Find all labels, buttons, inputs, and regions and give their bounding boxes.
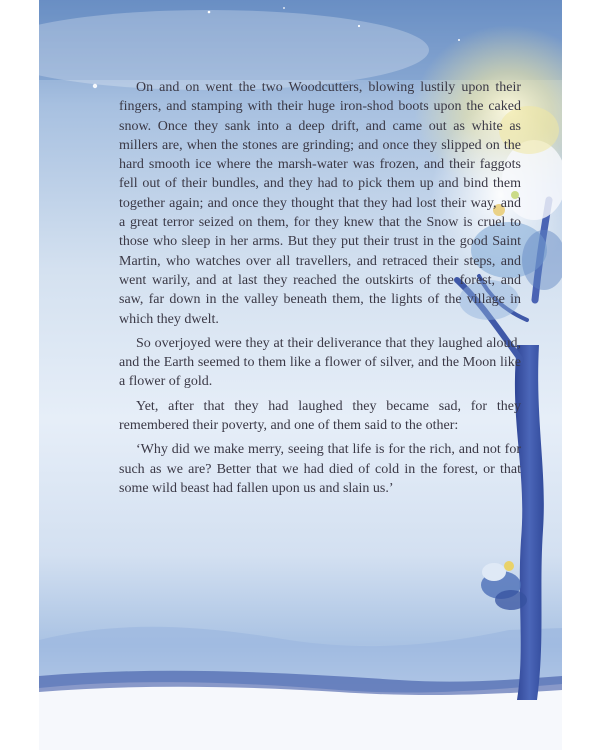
paragraph: On and on went the two Woodcutters, blowing lustily upon their fingers, and stamping with their huge iron-shod boots upon the caked snow. Once they sank into a deep drift, and came out as white as millers are, when the stones are grinding; and once they slipped on the hard smooth ice where the marsh-water was frozen, and their faggots fell out of their bundles, and they had to pick them up and bind them together again; and once they thought that they had lost their way, and a great terror seized on them, for they knew that the Snow is cruel to those who sleep in her arms. But they put their trust in the good Saint Martin, who watches over all travellers, and retraced their steps, and went warily, and at last they reached the outskirts of the forest, and saw, far down in the valley beneath them, the lights of the village in which they dwelt. [119,80,521,327]
story-text [119,78,521,498]
book-page [39,0,562,750]
paragraph: So overjoyed were they at their deliverance that they laughed aloud, and the Earth seemed to them like a flower of silver, and the Moon like a flower of gold. [119,335,521,390]
paragraph: ‘Why did we make merry, seeing that life is for the rich, and not for such as we are? Better that we had died of cold in the forest, or that some wild beast had fallen upon us and slain us.’ [119,442,521,496]
paragraph: Yet, after that they had laughed they became sad, for they remembered their poverty, and one of them said to the other: [119,398,521,434]
